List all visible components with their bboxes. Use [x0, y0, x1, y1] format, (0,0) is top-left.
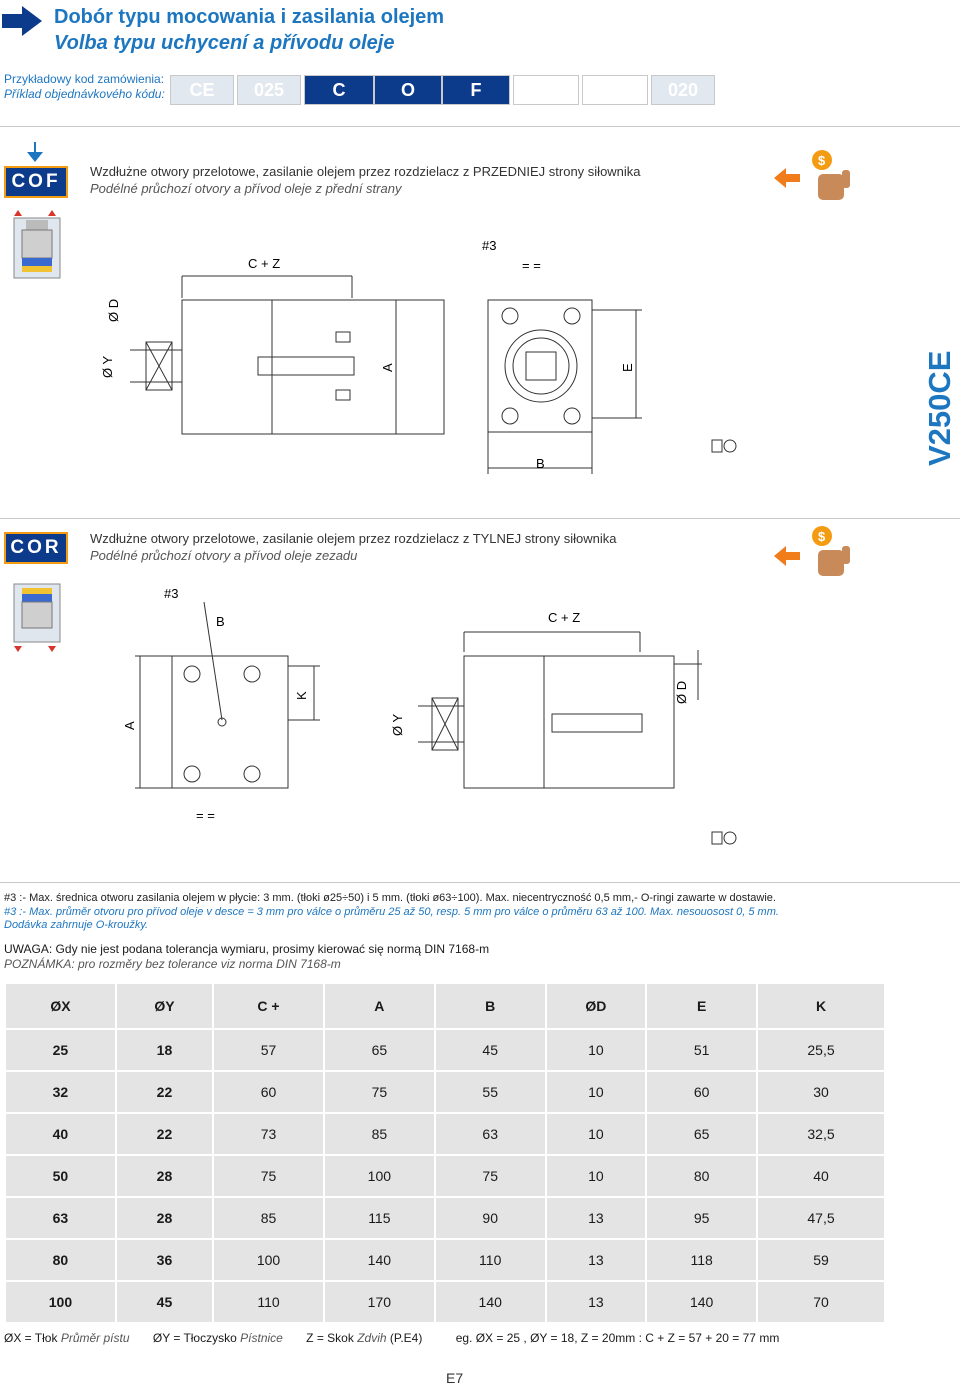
- table-row: [5, 1155, 885, 1197]
- table-row: [5, 1113, 885, 1155]
- cell: 10: [546, 1155, 647, 1197]
- thumbs-up-icon: [808, 524, 860, 580]
- series-side-label: [918, 350, 958, 466]
- col-c: C +: [213, 983, 324, 1029]
- label-cor-cz: C + Z: [548, 610, 581, 625]
- order-code-mount: C: [304, 75, 374, 105]
- cell: 65: [646, 1113, 757, 1155]
- notes: [4, 892, 779, 933]
- divider: [0, 518, 960, 519]
- cell: 100: [5, 1281, 116, 1323]
- label-cor-od: Ø D: [674, 680, 689, 704]
- legend-z: Z = Skok: [306, 1331, 354, 1345]
- tolerance-warning: [4, 942, 489, 972]
- cell: 63: [435, 1113, 546, 1155]
- cell: 60: [646, 1071, 757, 1113]
- cell: 60: [213, 1071, 324, 1113]
- cell: 10: [546, 1029, 647, 1071]
- note-cz-1: #3 :- Max. průměr otvoru pro přívod oleje v desce = 3 mm pro válce o průměru 25 až 50, resp. 5 mm pro válce o průměru 63 až 100. Max. nesouosost 0, 5 mm.: [4, 905, 779, 918]
- drawing-cof: [90, 232, 770, 480]
- section-cof-desc-pl: Wzdłużne otwory przelotowe, zasilanie olejem przez rozdzielacz z PRZEDNIEJ strony siłownika: [90, 164, 641, 179]
- cylinder-rear-icon: [12, 580, 62, 656]
- cell: 73: [213, 1113, 324, 1155]
- cell: 13: [546, 1197, 647, 1239]
- order-code-stroke: 020: [651, 75, 715, 105]
- order-code-slot-6: [513, 75, 579, 105]
- page-subtitle: Volba typu uchycení a přívodu oleje: [54, 32, 395, 54]
- label-cof-oy: Ø Y: [100, 355, 115, 378]
- col-a: A: [324, 983, 435, 1029]
- cell: 22: [116, 1113, 213, 1155]
- label-cof-od: Ø D: [106, 298, 121, 322]
- cell: 40: [757, 1155, 885, 1197]
- cell: 10: [546, 1071, 647, 1113]
- cell: 30: [757, 1071, 885, 1113]
- legend-x-cz: Průměr pístu: [60, 1331, 130, 1345]
- label-cof-hash: #3: [482, 238, 497, 253]
- cell: 80: [5, 1239, 116, 1281]
- table-row: [5, 1029, 885, 1071]
- thumbs-up-icon: [808, 148, 860, 204]
- legend-x: ØX = Tłok: [4, 1331, 58, 1345]
- cell: 170: [324, 1281, 435, 1323]
- order-code-slot-7: [582, 75, 648, 105]
- col-k: K: [757, 983, 885, 1029]
- cell: 13: [546, 1281, 647, 1323]
- cell: 110: [213, 1281, 324, 1323]
- cell: 75: [324, 1071, 435, 1113]
- cell: 59: [757, 1239, 885, 1281]
- label-cor-b: B: [216, 614, 225, 629]
- label-cor-eq: = =: [196, 808, 215, 823]
- page-number: E7: [446, 1370, 464, 1386]
- order-code-bore: 025: [237, 75, 301, 105]
- cylinder-front-icon: [12, 210, 62, 280]
- col-od: ØD: [546, 983, 647, 1029]
- cell: 25: [5, 1029, 116, 1071]
- table-row: [5, 1281, 885, 1323]
- cell: 75: [435, 1155, 546, 1197]
- note-pl: #3 :- Max. średnica otworu zasilania olejem w płycie: 3 mm. (tłoki ø25÷50) i 5 mm. (tłoki ø63÷100). Max. niecentryczność 0,5 mm,- O-ringi zawarte w dostawie.: [4, 892, 776, 904]
- cell: 40: [5, 1113, 116, 1155]
- section-cor-desc-cz: Podélné průchozí otvory a přívod oleje zezadu: [90, 548, 358, 563]
- cell: 115: [324, 1197, 435, 1239]
- cell: 100: [213, 1239, 324, 1281]
- order-code-holes: O: [374, 75, 442, 105]
- cell: 45: [435, 1029, 546, 1071]
- divider: [0, 126, 960, 127]
- cell: 65: [324, 1029, 435, 1071]
- col-e: E: [646, 983, 757, 1029]
- badge-cor: COR: [4, 532, 68, 564]
- cell: 50: [5, 1155, 116, 1197]
- drawing-cor: [100, 580, 740, 870]
- section-cof-desc-cz: Podélné průchozí otvory a přívod oleje z přední strany: [90, 181, 402, 196]
- cell: 36: [116, 1239, 213, 1281]
- cell: 85: [213, 1197, 324, 1239]
- cell: 55: [435, 1071, 546, 1113]
- cell: 85: [324, 1113, 435, 1155]
- cell: 25,5: [757, 1029, 885, 1071]
- col-ox: ØX: [5, 983, 116, 1029]
- section-cor-desc: [90, 530, 616, 564]
- cell: 10: [546, 1113, 647, 1155]
- cell: 110: [435, 1239, 546, 1281]
- cell: 57: [213, 1029, 324, 1071]
- table-row: [5, 1071, 885, 1113]
- table-row: [5, 1239, 885, 1281]
- order-code-label-cz: Příklad objednávkového kódu:: [4, 87, 165, 101]
- cell: 90: [435, 1197, 546, 1239]
- legend-y: ØY = Tłoczysko: [152, 1331, 237, 1345]
- arrow-down-icon: [24, 142, 46, 164]
- legend-y-cz: Pístnice: [240, 1331, 283, 1345]
- cell: 100: [324, 1155, 435, 1197]
- label-cor-hash: #3: [164, 586, 179, 601]
- table-row: [5, 1197, 885, 1239]
- order-code-supply: F: [442, 75, 510, 105]
- cell: 13: [546, 1239, 647, 1281]
- label-cor-k: K: [294, 691, 309, 700]
- cell: 140: [324, 1239, 435, 1281]
- order-code-series: CE: [170, 75, 234, 105]
- divider: [0, 882, 960, 883]
- legend-example: eg. ØX = 25 , ØY = 18, Z = 20mm : C + Z = 57 + 20 = 77 mm: [455, 1331, 780, 1345]
- label-cof-e: E: [620, 363, 635, 372]
- badge-cof: COF: [4, 166, 68, 198]
- svg-text:$: $: [818, 529, 826, 544]
- label-cof-b: B: [536, 456, 545, 471]
- order-code-label-pl: Przykładowy kod zamówienia:: [4, 72, 165, 86]
- legend: [4, 1331, 779, 1345]
- cell: 47,5: [757, 1197, 885, 1239]
- legend-ref: (P.E4): [389, 1331, 423, 1345]
- cell: 70: [757, 1281, 885, 1323]
- cell: 32,5: [757, 1113, 885, 1155]
- order-code-label: [4, 72, 165, 102]
- arrow-right-icon: [2, 6, 44, 36]
- section-cof-desc: [90, 163, 641, 197]
- arrow-left-icon: [774, 546, 800, 566]
- label-cor-oy: Ø Y: [390, 713, 405, 736]
- col-b: B: [435, 983, 546, 1029]
- label-cor-a: A: [122, 721, 137, 730]
- label-cof-cz: C + Z: [248, 256, 281, 271]
- table-header-row: [5, 983, 885, 1029]
- dimensions-table: [4, 982, 886, 1324]
- cell: 140: [435, 1281, 546, 1323]
- warning-pl: UWAGA: Gdy nie jest podana tolerancja wymiaru, prosimy kierować się normą DIN 7168-m: [4, 942, 490, 956]
- cell: 32: [5, 1071, 116, 1113]
- cell: 28: [116, 1155, 213, 1197]
- cell: 28: [116, 1197, 213, 1239]
- cell: 45: [116, 1281, 213, 1323]
- cell: 75: [213, 1155, 324, 1197]
- section-cor-desc-pl: Wzdłużne otwory przelotowe, zasilanie olejem przez rozdzielacz z TYLNEJ strony siłownika: [90, 531, 617, 546]
- page-title: Dobór typu mocowania i zasilania olejem: [54, 6, 445, 28]
- cell: 140: [646, 1281, 757, 1323]
- cell: 18: [116, 1029, 213, 1071]
- legend-z-cz: Zdvih: [357, 1331, 387, 1345]
- series-side-label-text: V250CE: [922, 350, 957, 466]
- note-cz-2: Dodávka zahrnuje O-kroužky.: [4, 919, 149, 931]
- arrow-left-icon: [774, 168, 800, 188]
- col-oy: ØY: [116, 983, 213, 1029]
- cell: 118: [646, 1239, 757, 1281]
- svg-text:$: $: [818, 153, 826, 168]
- warning-cz: POZNÁMKA: pro rozměry bez tolerance viz norma DIN 7168-m: [4, 957, 341, 971]
- cell: 51: [646, 1029, 757, 1071]
- cell: 95: [646, 1197, 757, 1239]
- label-cof-eq: = =: [522, 258, 541, 273]
- cell: 63: [5, 1197, 116, 1239]
- label-cof-a: A: [380, 363, 395, 372]
- cell: 80: [646, 1155, 757, 1197]
- cell: 22: [116, 1071, 213, 1113]
